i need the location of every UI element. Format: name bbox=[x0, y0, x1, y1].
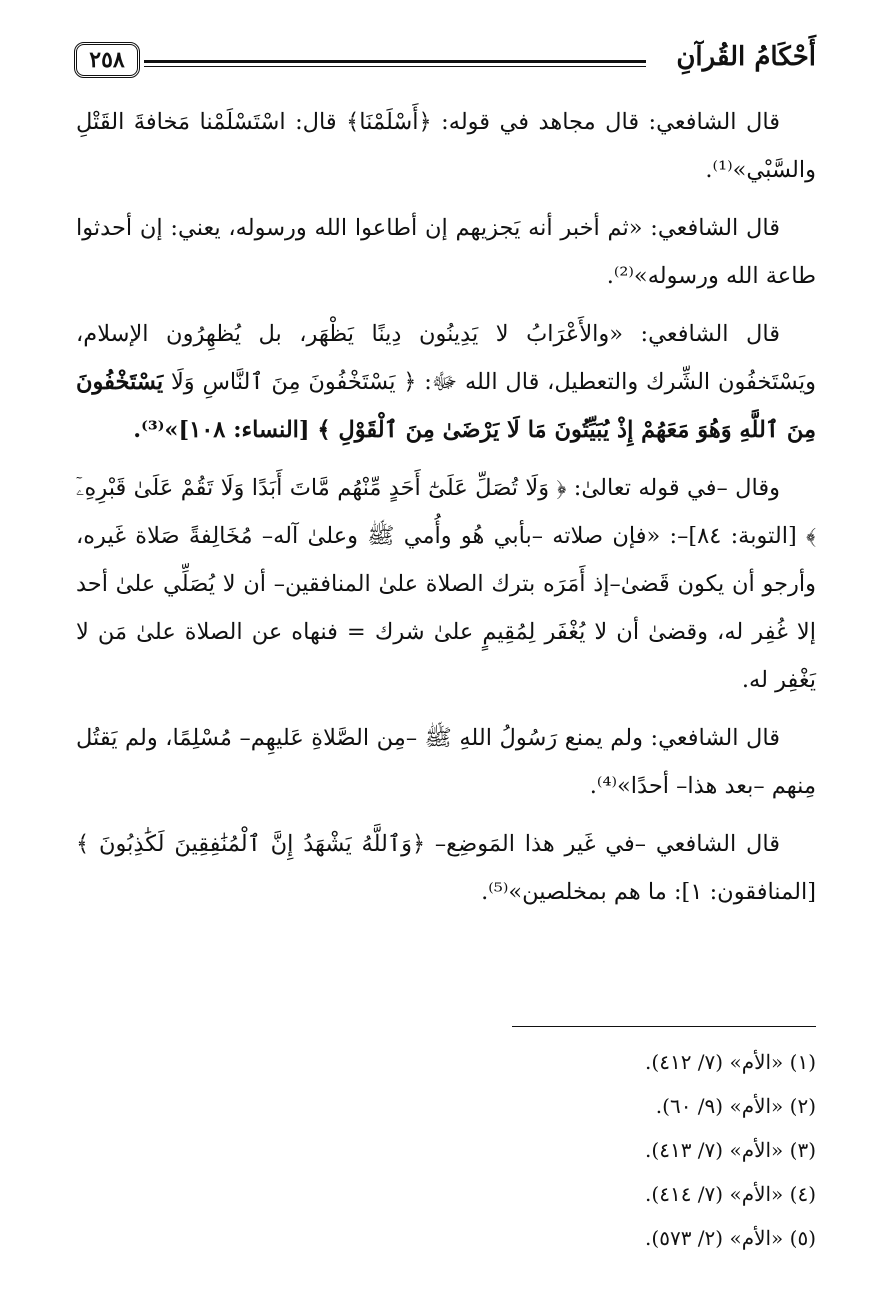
paragraph-line: ولم يَقتُل مِنهم –بعد هذا– أحدًا»⁽⁴⁾. bbox=[76, 725, 816, 799]
paragraph-line: مَخافةَ القَتْلِ والسَّبْي»⁽¹⁾. bbox=[76, 109, 816, 183]
quran-verse-line: يَسْتَخْفُونَ مِنَ ٱللَّهِ وَهُوَ مَعَهُمْ إِذْ يُبَيِّتُونَ مَا لَا يَرْضَىٰ مِنَ ٱلْقَوْلِ ﴾ [النساء: ١٠٨]»⁽³⁾. bbox=[76, 369, 816, 443]
paragraph-6 bbox=[76, 820, 816, 916]
footnote-separator bbox=[512, 1026, 816, 1027]
paragraph-line: ويَسْتَخفُون الشِّرك والتعطيل، قال الله ﷻ: ﴿ يَسْتَخْفُونَ مِنَ ٱلنَّاسِ وَلَا bbox=[170, 369, 817, 395]
paragraph-3 bbox=[76, 310, 816, 454]
paragraph-line: قال الشافعي: ولم يمنع رَسُولُ اللهِ ﷺ –مِن الصَّلاةِ عَليهِم– مُسْلِمًا، bbox=[165, 725, 781, 751]
paragraph-line: قال الشافعي –في غَير هذا المَوضِع– ﴿وَٱللَّهُ يَشْهَدُ إِنَّ ٱلْمُنَٰفِقِينَ bbox=[174, 831, 781, 857]
page-header bbox=[74, 40, 816, 84]
paragraph-line: أحدثوا طاعة الله ورسوله»⁽²⁾. bbox=[76, 215, 816, 289]
paragraph-line: قال الشافعي: قال مجاهد في قوله: ﴿أَسْلَمْنَا﴾ قال: اسْتَسْلَمْنا bbox=[199, 109, 780, 135]
paragraph-line: [التوبة: ٨٤]–: «فإن صلاته –بأبي هُو وأُمي ﷺ وعلىٰ آله– مُخَالِفةً صَلاة bbox=[135, 523, 797, 549]
paragraph-line: يُصَلِّي علىٰ أحد إلا غُفِر له، وقضىٰ أن لا يُغْفَر لِمُقِيمٍ علىٰ شرك = فنهاه عن bbox=[76, 571, 816, 645]
header-rule bbox=[144, 60, 646, 63]
paragraph-2 bbox=[76, 204, 816, 300]
paragraph-5 bbox=[76, 714, 816, 810]
paragraph-line: قال الشافعي: «والأَعْرَابُ لا يَدِينُون دِينًا يَظْهَر، بل يُظهِرُون الإسلام، bbox=[76, 321, 780, 347]
main-text bbox=[76, 98, 816, 926]
paragraph-line: قال الشافعي: «ثم أخبر أنه يَجزيهم إن أطاعوا الله ورسوله، يعني: إن bbox=[139, 215, 780, 241]
paragraph-1 bbox=[76, 98, 816, 194]
footnote-4: (٤) «الأم» (٧/ ٤١٤). bbox=[645, 1182, 816, 1206]
paragraph-line: وقال –في قوله تعالىٰ: ﴿ وَلَا تُصَلِّ عَلَىٰٓ أَحَدٍ مِّنْهُم مَّاتَ أَبَدًا وَلَا تَقُمْ عَلَىٰ قَبْرِهِۦٓ ﴾ bbox=[76, 475, 817, 549]
paragraph-line: غَيره، وأرجو أن يكون قَضىٰ–إذ أَمَرَه بترك الصلاة علىٰ المنافقين– أن لا bbox=[76, 523, 816, 597]
footnote-2: (٢) «الأم» (٩/ ٦٠). bbox=[655, 1094, 816, 1118]
paragraph-4 bbox=[76, 464, 816, 704]
footnote-5: (٥) «الأم» (٢/ ٥٧٣). bbox=[645, 1226, 816, 1250]
footnote-1: (١) «الأم» (٧/ ٤١٢). bbox=[645, 1050, 816, 1074]
book-title: أَحْكَامُ القُرآنِ bbox=[676, 42, 816, 72]
page-number: ٢٥٨ bbox=[74, 42, 140, 78]
footnotes bbox=[76, 1040, 816, 1260]
footnote-3: (٣) «الأم» (٧/ ٤١٣). bbox=[645, 1138, 816, 1162]
paragraph-line: لَكَٰذِبُونَ ﴾ [المنافقون: ١]: ما هم بمخلصين»⁽⁵⁾. bbox=[76, 831, 816, 905]
paragraph-line: الصلاة علىٰ مَن لا يَغْفِر له. bbox=[76, 619, 816, 693]
